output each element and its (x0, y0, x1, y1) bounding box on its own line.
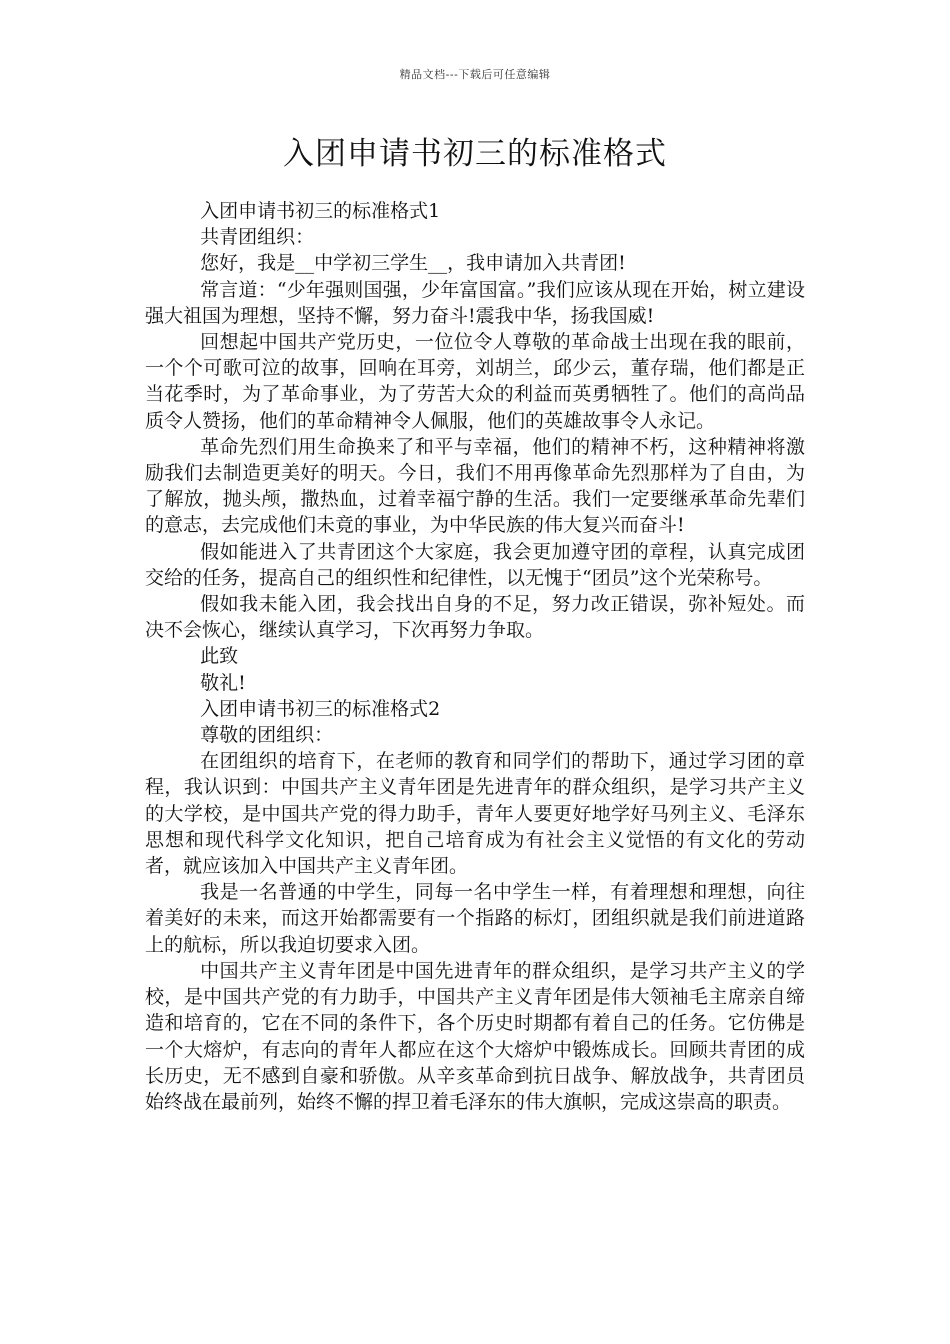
page-title: 入团申请书初三的标准格式 (283, 136, 667, 172)
paragraph: 中国共产主义青年团是中国先进青年的群众组织，是学习共产主义的学校，是中国共产党的有力助手，中国共产主义青年团是伟大领袖毛主席亲自缔造和培育的，它在不同的条件下，各个历史时期都有着自己的任务。它仿佛是一个大熔炉，有志向的青年人都应在这个大熔炉中锻炼成长。回顾共青团的成长历史，无不感到自豪和骄傲。从辛亥革命到抗日战争、解放战争，共青团员始终战在最前列，始终不懈的捍卫着毛泽东的伟大旗帜，完成这崇高的职责。 (145, 959, 805, 1113)
salutation-2: 尊敬的团组织： (200, 724, 334, 747)
paragraph: 您好，我是__中学初三学生__，我申请加入共青团! (200, 252, 626, 275)
closing-line: 此致 (200, 645, 239, 668)
paragraph: 常言道：“少年强则国强，少年富国富。”我们应该从现在开始，树立建设强大祖国为理想，坚持不懈，努力奋斗!震我中华，扬我国威! (145, 278, 805, 327)
salutation-1: 共青团组织： (200, 226, 315, 249)
paragraph: 在团组织的培育下，在老师的教育和同学们的帮助下，通过学习团的章程，我认识到：中国共产主义青年团是先进青年的群众组织，是学习共产主义的大学校，是中国共产党的得力助手，青年人要更好地学好马列主义、毛泽东思想和现代科学文化知识，把自己培育成为有社会主义觉悟的有文化的劳动者，就应该加入中国共产主义青年团。 (145, 750, 805, 878)
paragraph: 假如我未能入团，我会找出自身的不足，努力改正错误，弥补短处。而决不会恢心，继续认真学习，下次再努力争取。 (145, 593, 805, 642)
closing-line: 敬礼! (200, 671, 246, 694)
header-note: 精品文档---下载后可任意编辑 (399, 68, 551, 81)
paragraph: 假如能进入了共青团这个大家庭，我会更加遵守团的章程，认真完成团交给的任务，提高自己的组织性和纪律性，以无愧于“团员”这个光荣称号。 (145, 540, 805, 589)
paragraph: 回想起中国共产党历史，一位位令人尊敬的革命战士出现在我的眼前，一个个可歌可泣的故事，回响在耳旁，刘胡兰，邱少云，董存瑞，他们都是正当花季时，为了革命事业，为了劳苦大众的利益而英勇牺牲了。他们的高尚品质令人赞扬，他们的革命精神令人佩服，他们的英雄故事令人永记。 (145, 331, 805, 432)
section-heading-2: 入团申请书初三的标准格式2 (200, 697, 441, 720)
paragraph: 我是一名普通的中学生，同每一名中学生一样，有着理想和理想，向往着美好的未来，而这开始都需要有一个指路的标灯，团组织就是我们前进道路上的航标，所以我迫切要求入团。 (145, 881, 805, 956)
paragraph: 革命先烈们用生命换来了和平与幸福，他们的精神不朽，这种精神将激励我们去制造更美好的明天。今日，我们不用再像革命先烈那样为了自由，为了解放，抛头颅，撒热血，过着幸福宁静的生活。我们一定要继承革命先辈们的意志，去完成他们未竟的事业，为中华民族的伟大复兴而奋斗! (145, 435, 805, 537)
section-heading-1: 入团申请书初三的标准格式1 (200, 200, 441, 222)
document-body (145, 198, 805, 1115)
